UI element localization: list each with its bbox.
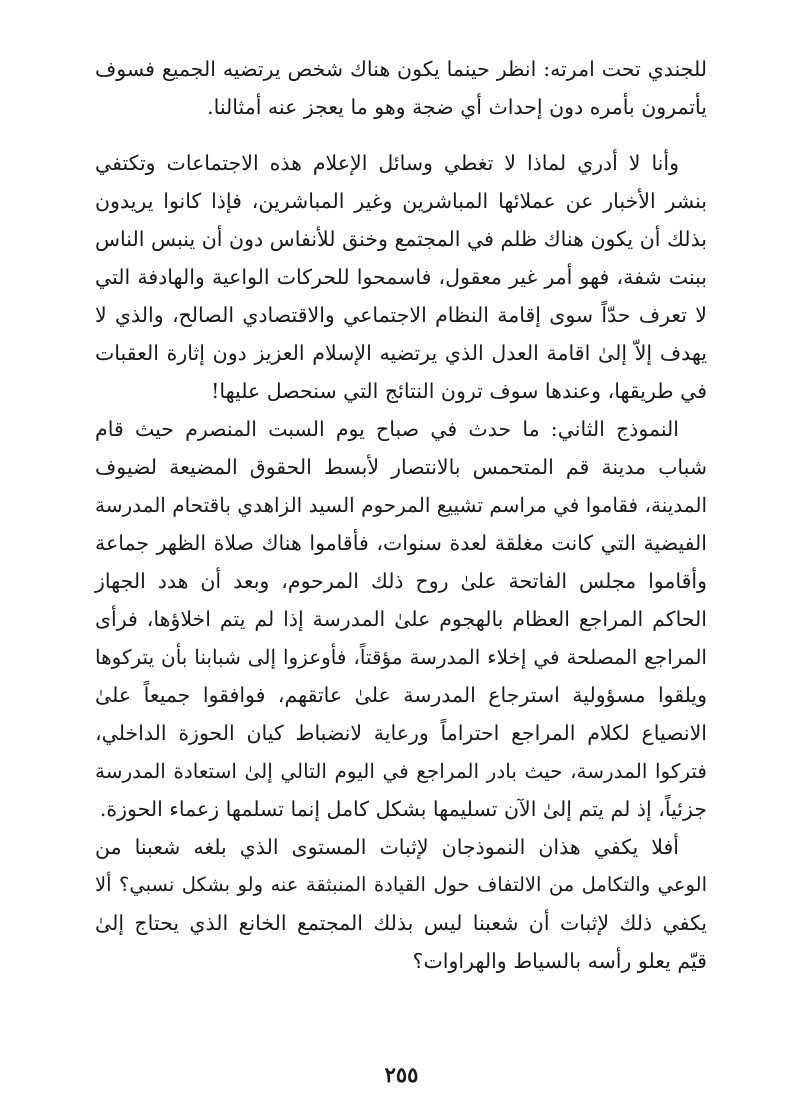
text-line: في طريقها، وعندها سوف ترون النتائج التي سنحصل عليها! [211,379,707,403]
text-line: يأتمرون بأمره دون إحداث أي ضجة وهو ما يعجز عنه أمثالنا. [207,95,707,119]
paragraph-4 [95,828,707,980]
text-line: النموذج الثاني: ما حدث في صباح يوم السبت المنصرم حيث قام [95,417,679,441]
text-line: بنشر الأخبار عن عملائها المباشرين وغير المباشرين، فإذا كانوا يريدون [95,189,707,213]
paragraph-3 [95,410,707,828]
text-line: الوعي والتكامل من الالتفاف حول القيادة المنبثقة عنه ولو بشكل نسبي؟ ألا [95,873,707,896]
text-line: الحاكم المراجع العظام بالهجوم علىٰ المدرسة إذا لم يتم اخلاؤها، فرأى [95,607,707,631]
text-line: أفلا يكفي هذان النموذجان لإثبات المستوى الذي بلغه شعبنا من [95,835,679,859]
text-line: للجندي تحت امرته: انظر حينما يكون هناك شخص يرتضيه الجميع فسوف [95,57,707,81]
text-line: ويلقوا مسؤولية استرجاع المدرسة علىٰ عاتقهم، فوافقوا جميعاً علىٰ [95,683,707,707]
text-line: الفيضية التي كانت مغلقة لعدة سنوات، فأقاموا هناك صلاة الظهر جماعة [95,531,707,555]
paragraph-1 [95,50,707,126]
text-line: وأقاموا مجلس الفاتحة علىٰ روح ذلك المرحوم، وبعد أن هدد الجهاز [95,569,707,593]
text-line: قيّم يعلو رأسه بالسياط والهراوات؟ [412,949,707,973]
text-line: يهدف إلاّ إلىٰ اقامة العدل الذي يرتضيه الإسلام العزيز دون إثارة العقبات [95,341,707,365]
text-line: المراجع المصلحة في إخلاء المدرسة مؤقتاً، فأوعزوا إلى شبابنا بأن يتركوها [95,645,707,669]
paragraph-2 [95,144,707,410]
text-line: يكفي ذلك لإثبات أن شعبنا ليس بذلك المجتمع الخانع الذي يحتاج إلىٰ [95,911,707,935]
text-line: لا تعرف حدّاً سوى إقامة النظام الاجتماعي والاقتصادي الصالح، والذي لا [95,303,707,327]
text-line: شباب مدينة قم المتحمس بالانتصار لأبسط الحقوق المضيعة لضيوف [95,455,707,479]
text-line: المدينة، فقاموا في مراسم تشييع المرحوم السيد الزاهدي باقتحام المدرسة [95,493,707,517]
text-line: فتركوا المدرسة، حيث بادر المراجع في اليوم التالي إلىٰ استعادة المدرسة [95,759,707,783]
page-number: ٢٥٥ [384,1062,419,1087]
text-line: ببنت شفة، فهو أمر غير معقول، فاسمحوا للحركات الواعية والهادفة التي [95,265,707,289]
text-line: وأنا لا أدري لماذا لا تغطي وسائل الإعلام هذه الاجتماعات وتكتفي [95,151,679,175]
text-line: الانصياع لكلام المراجع احتراماً ورعاية لانضباط كيان الحوزة الداخلي، [95,721,707,745]
text-line: بذلك أن يكون هناك ظلم في المجتمع وخنق للأنفاس دون أن ينبس الناس [95,227,707,251]
text-line: جزئياً، إذ لم يتم إلىٰ الآن تسليمها بشكل كامل إنما تسلمها زعماء الحوزة. [99,797,707,821]
